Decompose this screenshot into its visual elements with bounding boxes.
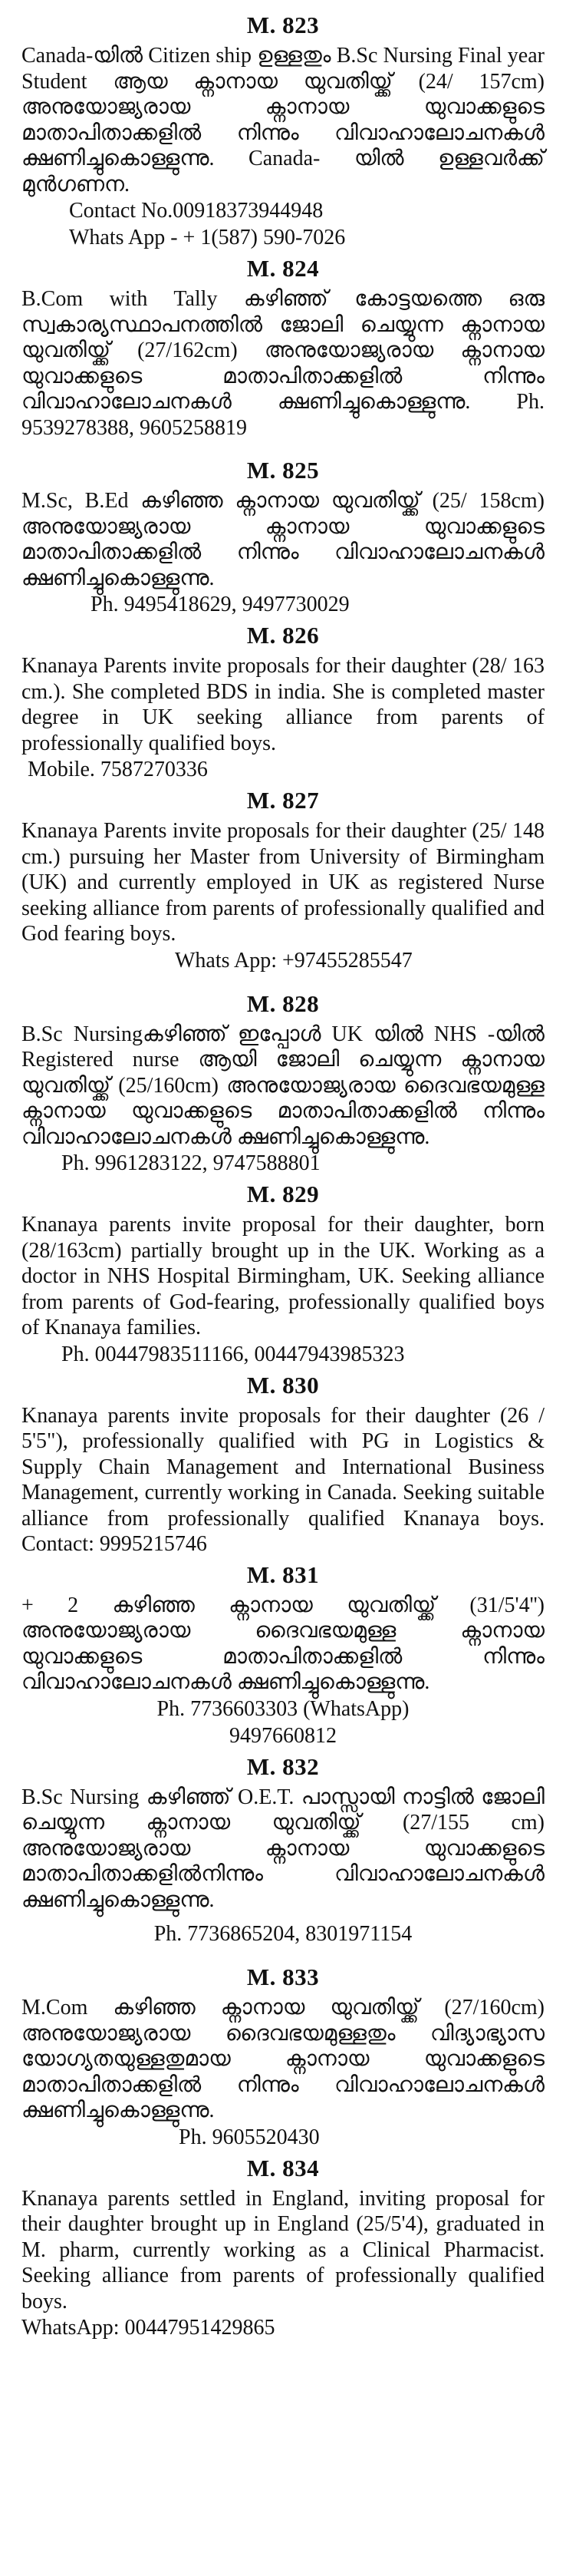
listing-text: M.Sc, B.Ed കഴിഞ്ഞ ക്നാനായ യുവതിയ്ക്ക് (25/ 158cm) അനുയോജ്യരായ ക്നാനായ യുവാക്കളുടെ മാതാപിതാക്കളിൽ നിന്നും വിവാഹാലോചനകൾ ക്ഷണിച്ചുകൊള്ളുന്നു. (21, 489, 545, 590)
listing-contact: 9497660812 (229, 1723, 337, 1748)
listing-text: Knanaya parents settled in England, inviting proposal for their daughter brought up in England (25/5'4), graduated in M. pharm, currently working as a Clinical Pharmacist. Seeking alliance from parents of professionally qualified boys. (21, 2186, 545, 2313)
listing-m826 (21, 623, 545, 783)
listing-text: B.Sc Nursingകഴിഞ്ഞ് ഇപ്പോൾ UK യിൽ NHS -യിൽ Registered nurse ആയി ജോലി ചെയ്യുന്ന ക്നാനായ യുവതിയ്ക്ക് (25/160cm) അനുയോജ്യരായ ദൈവഭയമുള്ള ക്നാനായ യുവാക്കളുടെ മാതാപിതാക്കളിൽ നിന്നും വിവാഹാലോചനകൾ ക്ഷണിച്ചുകൊള്ളുന്നു. (21, 1022, 545, 1149)
listing-id: M. 830 (246, 1371, 320, 1399)
listing-m829 (21, 1181, 545, 1368)
listing-id: M. 823 (246, 12, 320, 38)
listing-text: + 2 കഴിഞ്ഞ ക്നാനായ യുവതിയ്ക്ക് (31/5'4'') അനുയോജ്യരായ ദൈവഭയമുള്ള ക്നാനായ യുവാക്കളുടെ മാതാപിതാക്കളിൽ നിന്നും വിവാഹാലോചനകൾ ക്ഷണിച്ചുകൊള്ളുന്നു. (21, 1593, 545, 1694)
listing-contact: Mobile. 7587270336 (28, 758, 208, 781)
listing-m823 (21, 12, 545, 251)
listing-m831 (21, 1562, 545, 1749)
listing-id: M. 831 (246, 1560, 320, 1588)
listing-contact: Contact No.00918373944948 (69, 199, 324, 223)
listing-contact: Ph. 00447983511166, 00447943985323 (61, 1342, 405, 1366)
listing-m832 (21, 1754, 545, 1948)
listing-text: B.Sc Nursing കഴിഞ്ഞ് O.E.T. പാസ്സായി നാട്ടിൽ ജോലി ചെയ്യുന്ന ക്നാനായ യുവതിയ്ക്ക് (27/155 cm) അനുയോജ്യരായ ക്നാനായ യുവാക്കളുടെ മാതാപിതാക്കളിൽനിന്നും വിവാഹാലോചനകൾ ക്ഷണിച്ചുകൊള്ളുന്നു. (21, 1785, 545, 1912)
listing-id: M. 825 (246, 457, 320, 484)
listing-contact: WhatsApp: 00447951429865 (21, 2316, 275, 2340)
listing-text: Canada-യിൽ Citizen ship ഉള്ളതും B.Sc Nursing Final year Student ആയ ക്നാനായ യുവതിയ്ക്ക് (24/ 157cm) അനുയോജ്യരായ ക്നാനായ യുവാക്കളുടെ മാതാപിതാക്കളിൽ നിന്നും വിവാഹാലോചനകൾ ക്ഷണിച്ചുകൊള്ളുന്നു. Canada- യിൽ ഉള്ളവർക്ക് മുൻഗണന. (21, 44, 545, 197)
listing-m824 (21, 256, 545, 441)
listing-contact: Ph. 9961283122, 9747588801 (61, 1151, 321, 1175)
listing-id: M. 826 (246, 622, 320, 649)
listing-id: M. 834 (246, 2154, 320, 2181)
listing-contact: Ph. 7736865204, 8301971154 (153, 1922, 413, 1946)
listing-m833 (21, 1964, 545, 2151)
listing-contact: Ph. 9495418629, 9497730029 (90, 593, 350, 616)
listing-id: M. 824 (246, 255, 320, 282)
listing-id: M. 828 (246, 989, 320, 1017)
listing-m834 (21, 2155, 545, 2342)
listing-contact: Whats App: +97455285547 (175, 948, 413, 973)
listing-text: M.Com കഴിഞ്ഞ ക്നാനായ യുവതിയ്ക്ക് (27/160cm) അനുയോജ്യരായ ദൈവഭയമുള്ളതും വിദ്യാഭ്യാസ യോഗ്യതയുള്ളതുമായ ക്നാനായ യുവാക്കളുടെ മാതാപിതാക്കളിൽ നിന്നും വിവാഹാലോചനകൾ ക്ഷണിച്ചുകൊള്ളുന്നു. (21, 1996, 545, 2122)
listing-text: Knanaya Parents invite proposals for their daughter (25/ 148 cm.) pursuing her Master from University of Birmingham (UK) and currently employed in UK as registered Nurse seeking alliance from parents of professionally qualified and God fearing boys. (21, 819, 545, 946)
listing-id: M. 827 (246, 787, 320, 814)
listing-m825 (21, 457, 545, 618)
listing-text: B.Com with Tally കഴിഞ്ഞ് കോട്ടയത്തെ ഒരു സ്വകാര്യസ്ഥാപനത്തിൽ ജോലി ചെയ്യുന്ന ക്നാനായ യുവതിയ്ക്ക് (27/162cm) അനുയോജ്യരായ ക്നാനായ യുവാക്കളുടെ മാതാപിതാക്കളിൽ നിന്നും വിവാഹാലോചനകൾ ക്ഷണിച്ചുകൊള്ളുന്നു. Ph. 9539278388, 9605258819 (21, 287, 545, 440)
listing-text: Knanaya parents invite proposals for their daughter (26 / 5'5"), professionally qualified with PG in Logistics & Supply Chain Management and International Business Management, currently working in Canada. Seeking suitable alliance from professionally qualified Knanaya boys. Contact: 9995215746 (21, 1403, 545, 1556)
listing-m830 (21, 1372, 545, 1557)
listing-contact: Ph. 7736603303 (WhatsApp) (156, 1696, 410, 1721)
listing-id: M. 829 (246, 1181, 320, 1207)
listing-id: M. 833 (246, 1963, 320, 1990)
listing-contact: Whats App - + 1(587) 590-7026 (69, 226, 346, 249)
listing-m828 (21, 991, 545, 1177)
listing-text: Knanaya Parents invite proposals for their daughter (28/ 163 cm.). She completed BDS in india. She is completed master degree in UK seeking alliance from parents of professionally qualified boys. (21, 654, 545, 755)
listing-contact: Ph. 9605520430 (179, 2125, 320, 2149)
listing-m827 (21, 788, 545, 974)
listing-text: Knanaya parents invite proposal for their daughter, born (28/163cm) partially brought up in the UK. Working as a doctor in NHS Hospital Birmingham, UK. Seeking alliance from parents of God-fearing, professionally qualified boys of Knanaya families. (21, 1213, 545, 1339)
listing-id: M. 832 (246, 1752, 320, 1780)
